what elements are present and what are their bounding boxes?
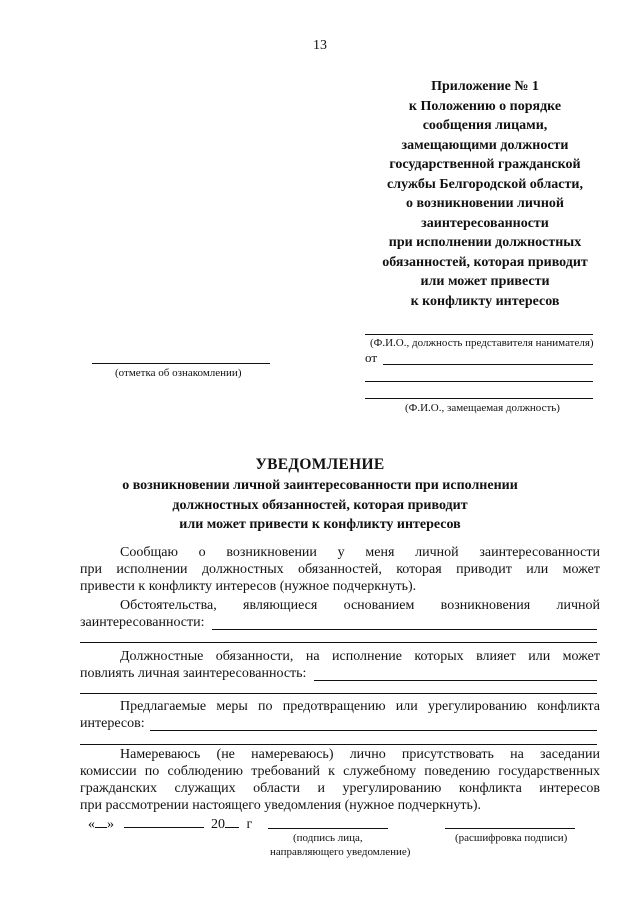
duties-field-line-2[interactable] [80,693,597,694]
appendix-heading [360,77,610,311]
p5-line1: Намереваюсь (не намереваюсь) лично присутствовать на заседании [120,747,600,762]
duties-field[interactable] [314,680,597,681]
appendix-line: сообщения лицами, [422,118,548,133]
signature-caption-2: направляющего уведомление) [270,846,411,858]
from-field-line-2[interactable] [365,381,593,382]
appendix-line: замещающими должности [401,137,569,153]
p1-line2: при исполнении должностных обязанностей, которая приводит или может [80,562,600,577]
appendix-line: при исполнении должностных [388,235,582,250]
subtitle-line: о возникновении личной заинтересованности при исполнении [122,478,518,493]
appendix-line: службы Белгородской области, [387,176,583,192]
date-open-quote: « [88,817,95,832]
date-month-field[interactable] [124,815,204,828]
subtitle-line: должностных обязанностей, которая приводит [172,497,468,513]
notice-subtitle [100,476,540,535]
appendix-line: о возникновении личной [406,196,564,211]
appendix-line: заинтересованности [421,215,549,231]
date-year-prefix: 20 [211,817,225,832]
acknowledgement-field[interactable] [92,363,270,364]
p5-line4: при рассмотрении настоящего уведомления (нужное подчеркнуть). [80,798,482,813]
measures-field-line-2[interactable] [80,744,597,745]
p1-line1: Сообщаю о возникновении у меня личной заинтересованности [120,545,600,560]
date-day-field[interactable] [95,815,107,828]
signature-decode-field[interactable] [445,828,575,829]
date-year-field[interactable] [225,815,239,828]
signature-field[interactable] [268,828,388,829]
circumstances-field[interactable] [212,629,597,630]
employee-field[interactable] [365,398,593,399]
appendix-line: государственной гражданской [389,157,581,172]
p2-line1: Обстоятельства, являющиеся основанием возникновения личной [120,598,600,613]
measures-field[interactable] [150,730,597,731]
from-field[interactable] [383,364,593,365]
signature-decode-caption: (расшифровка подписи) [455,832,568,844]
date-row [88,815,252,833]
p4-line1: Предлагаемые меры по предотвращению или урегулированию конфликта [120,699,600,714]
signature-caption-1: (подпись лица, [293,832,363,844]
acknowledgement-caption: (отметка об ознакомлении) [115,367,242,379]
representative-field[interactable] [365,334,593,335]
page-number: 13 [313,38,327,53]
appendix-line: к конфликту интересов [410,293,560,309]
date-close-quote: » [107,817,114,832]
p1-line3: привести к конфликту интересов (нужное подчеркнуть). [80,579,417,594]
from-label: от [365,350,378,365]
date-year-suffix: г [246,817,253,832]
representative-caption: (Ф.И.О., должность представителя нанимателя) [370,337,594,349]
p5-line2: комиссии по соблюдению требований к служебному поведению государственных [80,764,600,779]
p5-line3: гражданских служащих области и урегулированию конфликта интересов [80,781,600,796]
p4-line2: интересов: [80,716,145,731]
p3-line2: повлиять личная заинтересованность: [80,666,307,681]
employee-caption: (Ф.И.О., замещаемая должность) [405,402,560,414]
circumstances-field-line-2[interactable] [80,642,597,643]
appendix-line: к Положению о порядке [408,98,562,114]
appendix-line: обязанностей, которая приводит [382,254,588,270]
notice-title: УВЕДОМЛЕНИЕ [255,456,385,473]
appendix-line: Приложение № 1 [431,79,539,94]
subtitle-line: или может привести к конфликту интересов [179,517,461,532]
appendix-line: или может привести [420,274,550,289]
p2-line2: заинтересованности: [80,615,205,630]
p3-line1: Должностные обязанности, на исполнение которых влияет или может [120,649,600,664]
